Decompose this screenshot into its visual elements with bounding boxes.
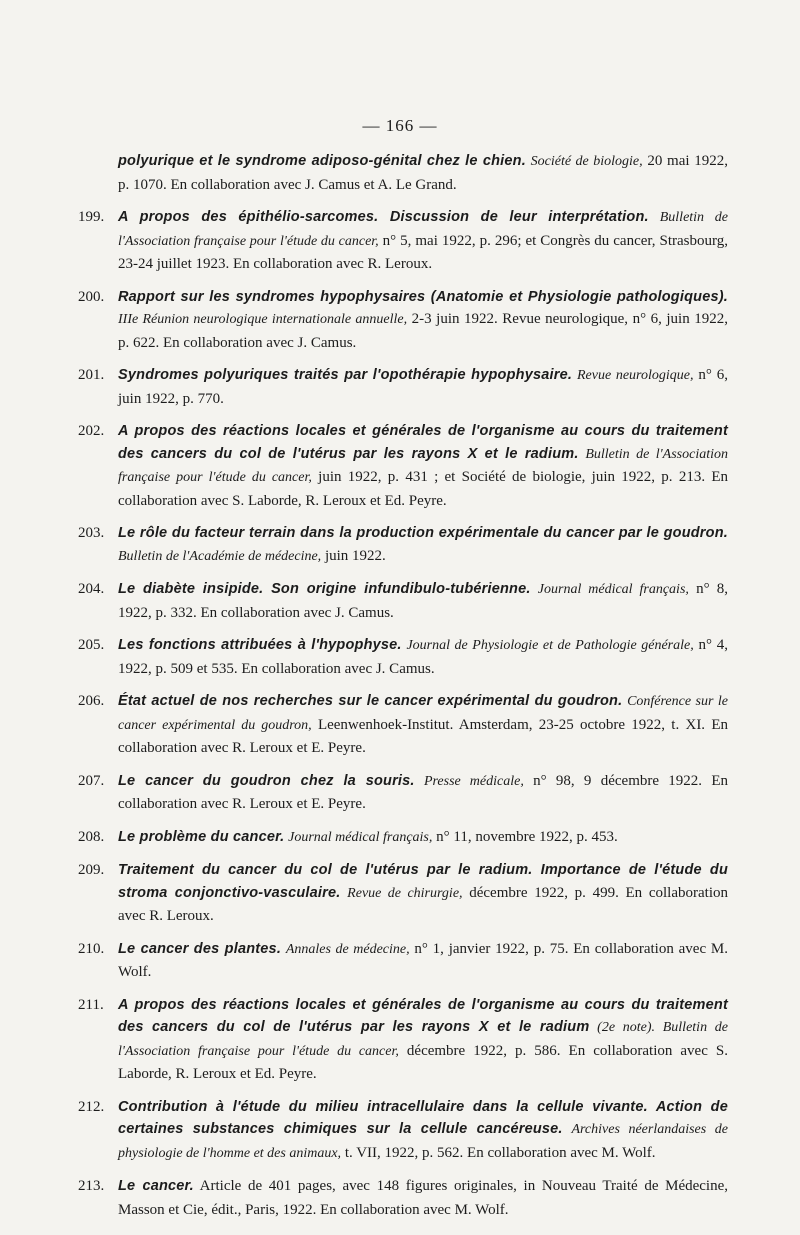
list-item	[78, 1175, 729, 1221]
entry-source: Journal de Physiologie et de Pathologie générale,	[406, 638, 694, 653]
entry-details: juin 1922.	[321, 547, 386, 564]
entry-source: Bulletin de l'Association française pour l'étude du cancer,	[118, 210, 728, 249]
entry-details: Article de 401 pages, avec 148 figures originales, in Nouveau Traité de Médecine, Masson et Cie, édit., Paris, 1922. En collaboration avec M. Wolf.	[118, 1178, 729, 1218]
list-item	[78, 826, 728, 850]
entry-source: Bulletin de l'Association française pour l'étude du cancer,	[118, 446, 728, 485]
list-item	[78, 1096, 728, 1166]
entry-title: Le rôle du facteur terrain dans la production expérimentale du cancer par le goudron.	[118, 525, 728, 541]
list-item	[118, 150, 728, 196]
entry-number: 203.	[78, 525, 105, 541]
list-item	[78, 578, 729, 624]
entry-details: n° 8, 1922, p. 332. En collaboration avec J. Camus.	[118, 581, 729, 621]
entry-number: 206.	[78, 693, 105, 709]
entry-details: juin 1922, p. 431 ; et Société de biologie, juin 1922, p. 213. En collaboration avec S. Laborde, R. Leroux et Ed. Peyre.	[118, 469, 729, 509]
entry-number: 204.	[78, 581, 105, 597]
entry-details: n° 5, mai 1922, p. 296; et Congrès du cancer, Strasbourg, 23-24 juillet 1923. En collaboration avec R. Leroux.	[118, 232, 728, 272]
entry-number: 212.	[78, 1098, 105, 1115]
entry-details: 20 mai 1922, p. 1070. En collaboration avec J. Camus et A. Le Grand.	[118, 153, 728, 193]
entry-details: t. VII, 1922, p. 562. En collaboration avec M. Wolf.	[341, 1144, 656, 1161]
entry-source: IIIe Réunion neurologique internationale annuelle,	[118, 312, 408, 327]
entry-source: Conférence sur le cancer expérimental du goudron,	[118, 694, 729, 733]
entry-source: Bulletin de l'Académie de médecine,	[118, 548, 322, 564]
entry-title: A propos des réactions locales et générales de l'organisme au cours du traitement des cancers du col de l'utérus par les rayons X et le radium	[118, 996, 728, 1035]
list-item	[78, 286, 728, 355]
entry-title: Syndromes polyuriques traités par l'opothérapie hypophysaire.	[118, 367, 573, 383]
entry-title: Le cancer.	[118, 1178, 194, 1194]
entry-details: Leenwenhoek-Institut. Amsterdam, 23-25 octobre 1922, t. XI. En collaboration avec R. Leroux et E. Peyre.	[118, 716, 728, 756]
list-item	[78, 206, 728, 276]
entry-source: Revue neurologique,	[576, 368, 694, 383]
entry-title: Le cancer des plantes.	[118, 940, 282, 957]
entry-number: 213.	[78, 1178, 105, 1194]
entry-number: 201.	[78, 367, 105, 383]
entry-title: polyurique et le syndrome adiposo-génital chez le chien.	[118, 153, 526, 169]
list-item	[78, 859, 728, 928]
entry-title: Contribution à l'étude du milieu intracellulaire dans la cellule vivante. Action de certaines substances chimiques sur la cellule cancéreuse.	[118, 1098, 728, 1137]
entry-source: Presse médicale,	[423, 773, 524, 789]
entry-title: État actuel de nos recherches sur le cancer expérimental du goudron.	[118, 693, 623, 709]
entry-title: A propos des réactions locales et générales de l'organisme au cours du traitement des cancers du col de l'utérus par les rayons X et le radium.	[118, 423, 728, 462]
list-item	[78, 690, 729, 760]
entry-title: Traitement du cancer du col de l'utérus par le radium. Importance de l'étude du stroma conjonctivo-vasculaire.	[118, 862, 728, 901]
entry-number: 208.	[78, 828, 105, 845]
entry-title: A propos des épithélio-sarcomes. Discussion de leur interprétation.	[118, 209, 649, 225]
entry-number: 205.	[78, 637, 105, 653]
entry-title: Le diabète insipide. Son origine infundibulo-tubérienne.	[118, 581, 531, 597]
list-item	[78, 938, 728, 984]
entry-source: (2e note). Bulletin de l'Association française pour l'étude du cancer,	[118, 1020, 728, 1059]
entry-title: Les fonctions attribuées à l'hypophyse.	[118, 637, 402, 653]
entry-title: Rapport sur les syndromes hypophysaires (Anatomie et Physiologie pathologiques).	[118, 288, 728, 305]
entry-details: n° 11, novembre 1922, p. 453.	[432, 828, 618, 845]
list-item	[78, 634, 729, 680]
entry-number: 200.	[78, 288, 105, 305]
list-item	[78, 420, 729, 512]
entry-source: Annales de médecine,	[285, 941, 410, 957]
entry-title: Le cancer du goudron chez la souris.	[118, 772, 415, 789]
entry-source: Journal médical français,	[537, 582, 689, 597]
list-item	[78, 364, 729, 410]
entry-details: décembre 1922, p. 499. En collaboration avec R. Leroux.	[118, 884, 728, 924]
list-item	[78, 770, 729, 816]
list-item	[78, 994, 728, 1086]
entry-source: Archives néerlandaises de physiologie de l'homme et des animaux,	[118, 1122, 728, 1161]
list-item	[78, 522, 728, 568]
bibliography-list	[0, 150, 800, 1231]
entry-number: 211.	[78, 996, 104, 1013]
entry-number: 209.	[78, 862, 105, 878]
entry-details: n° 6, juin 1922, p. 770.	[118, 367, 729, 407]
entry-number: 210.	[78, 940, 105, 957]
entry-details: 2-3 juin 1922. Revue neurologique, n° 6, juin 1922, p. 622. En collaboration avec J. Camus.	[118, 311, 728, 351]
entry-details: n° 1, janvier 1922, p. 75. En collaboration avec M. Wolf.	[118, 940, 728, 980]
entry-source: Revue de chirurgie,	[347, 885, 463, 901]
page-number: — 166 —	[362, 116, 438, 135]
entry-source: Société de biologie,	[530, 154, 643, 169]
entry-number: 207.	[78, 772, 105, 789]
entry-number: 202.	[78, 423, 105, 439]
entry-details: n° 98, 9 décembre 1922. En collaboration avec R. Leroux et E. Peyre.	[118, 772, 729, 812]
entry-source: Journal médical français,	[288, 829, 433, 845]
entry-number: 199.	[78, 209, 105, 225]
entry-details: n° 4, 1922, p. 509 et 535. En collaboration avec J. Camus.	[118, 637, 729, 677]
entry-details: décembre 1922, p. 586. En collaboration avec S. Laborde, R. Leroux et Ed. Peyre.	[118, 1042, 728, 1082]
entry-title: Le problème du cancer.	[118, 828, 285, 845]
